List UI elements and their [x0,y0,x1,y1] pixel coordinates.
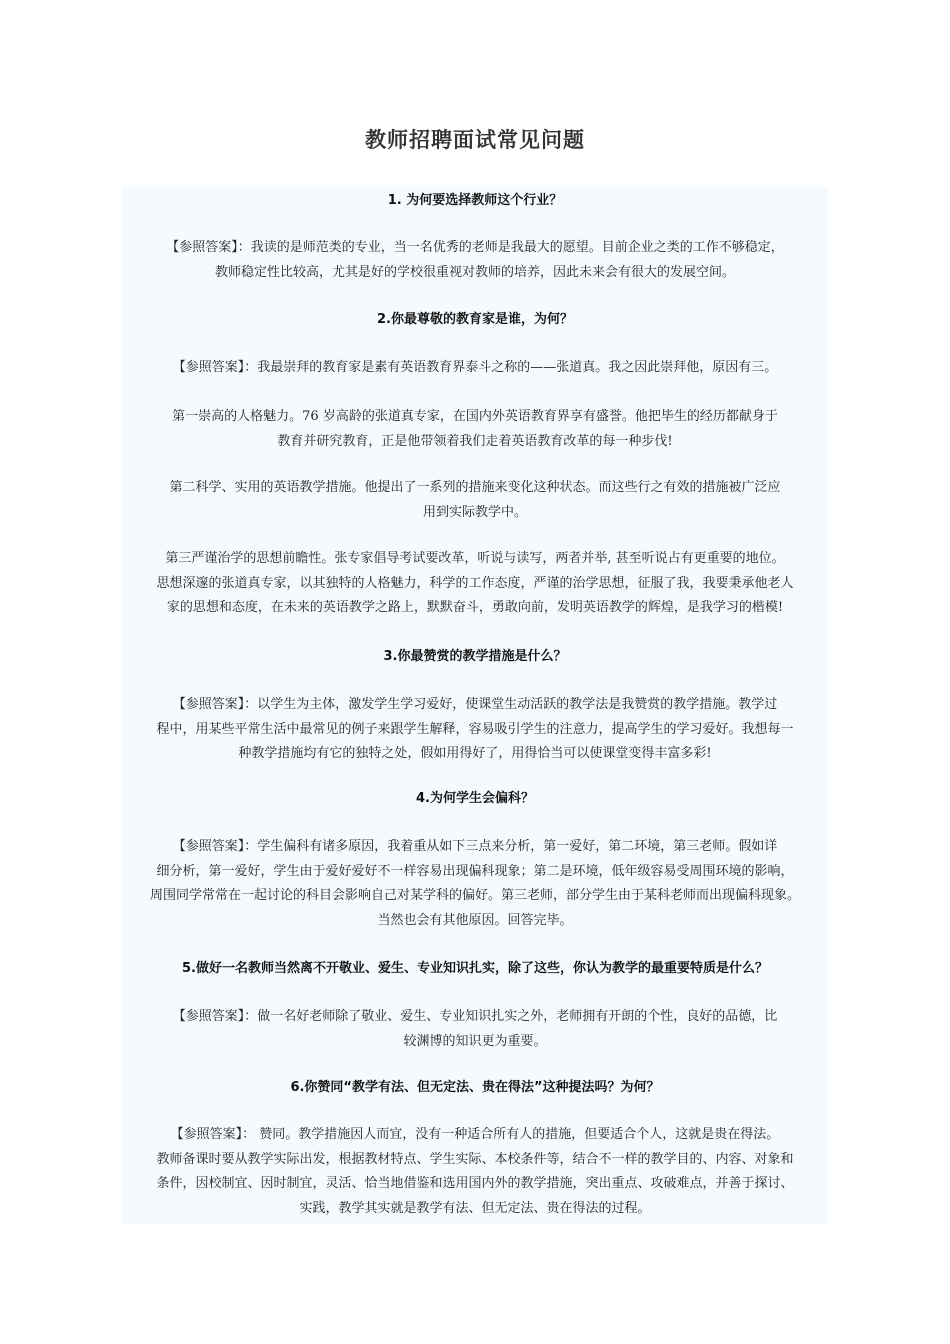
answer-line: 条件，因校制宜、因时制宜，灵活、恰当地借鉴和选用国内外的教学措施，突出重点、攻破难点，并善于探讨、 [156,1176,794,1191]
question-heading: 4.为何学生会偏科？ [416,791,534,806]
qa-content-panel [122,187,828,1224]
answer-paragraph [116,236,834,285]
answer-paragraph [116,693,834,767]
answer-paragraph [116,1123,834,1221]
answer-line: 家的思想和态度，在未来的英语教学之路上，默默奋斗，勇敢向前，发明英语教学的辉煌，是我学习的楷模! [166,600,784,615]
answer-paragraph [116,356,834,381]
answer-line: 第一崇高的人格魅力。76 岁高龄的张道真专家，在国内外英语教育界享有盛誉。他把毕生的经历都献身于 [172,409,778,424]
answer-line: 教师备课时要从教学实际出发，根据教材特点、学生实际、本校条件等，结合不一样的教学目的、内容、对象和 [156,1151,794,1167]
answer-line: 【参照答案】：以学生为主体，激发学生学习爱好，使课堂生动活跃的教学法是我赞赏的教学措施。教学过 [172,697,778,712]
answer-paragraph [116,405,834,454]
answer-line: 程中，用某些平常生活中最常见的例子来跟学生解释，容易吸引学生的注意力，提高学生的学习爱好。我想每一 [156,721,794,737]
answer-line: 【参照答案】：我读的是师范类的专业，当一名优秀的老师是我最大的愿望。目前企业之类的工作不够稳定， [166,240,784,255]
answer-paragraph [116,835,834,933]
answer-line: 【参照答案】：我最崇拜的教育家是素有英语教育界泰斗之称的——张道真。我之因此崇拜他，原因有三。 [172,360,778,375]
answer-line: 思想深邃的张道真专家，以其独特的人格魅力，科学的工作态度，严谨的治学思想，征服了我，我要秉承他老人 [156,575,794,591]
answer-line: 实践，教学其实就是教学有法、但无定法、贵在得法的过程。 [299,1200,651,1216]
answer-line: 【参照答案】：做一名好老师除了敬业、爱生、专业知识扎实之外，老师拥有开朗的个性，良好的品德，比 [172,1009,778,1024]
answer-line: 较渊博的知识更为重要。 [403,1033,547,1049]
answer-line: 第二科学、实用的英语教学措施。他提出了一系列的措施来变化这种状态。而这些行之有效的措施被广泛应 [169,480,781,495]
answer-line: 当然也会有其他原因。回答完毕。 [377,912,573,928]
question-heading: 2.你最尊敬的教育家是谁，为何？ [377,312,573,327]
answer-line: 用到实际教学中。 [422,504,527,520]
answer-line: 教育并研究教育，正是他带领着我们走着英语教育改革的每一种步伐! [277,433,673,449]
answer-line: 教师稳定性比较高，尤其是好的学校很重视对教师的培养，因此未来会有很大的发展空间。 [214,264,735,280]
answer-line: 第三严谨治学的思想前瞻性。张专家倡导考试要改革，听说与读写，两者并举, 甚至听说占有更重要的地位。 [165,551,785,566]
question-heading: 6.你赞同“教学有法、但无定法、贵在得法”这种提法吗？为何？ [290,1080,660,1095]
answer-line: 【参照答案】： 赞同。教学措施因人而宜，没有一种适合所有人的措施，但要适合个人，这就是贵在得法。 [170,1127,780,1142]
document-title: 教师招聘面试常见问题 [365,127,585,152]
answer-paragraph [116,547,834,621]
question-heading: 5.做好一名教师当然离不开敬业、爱生、专业知识扎实，除了这些，你认为教学的最重要特质是什么？ [182,961,768,976]
question-heading: 1. 为何要选择教师这个行业？ [387,193,563,208]
answer-paragraph [116,1005,834,1054]
answer-line: 种教学措施均有它的独特之处，假如用得好了，用得恰当可以使课堂变得丰富多彩! [238,746,712,761]
answer-line: 细分析，第一爱好，学生由于爱好爱好不一样容易出现偏科现象；第二是环境，低年级容易受周围环境的影响， [156,863,794,879]
answer-line: 周围同学常常在一起讨论的科目会影响自己对某学科的偏好。第三老师，部分学生由于某科老师而出现偏科现象。 [149,888,800,903]
answer-line: 【参照答案】：学生偏科有诸多原因，我着重从如下三点来分析，第一爱好，第二环境，第三老师。假如详 [172,839,778,854]
answer-paragraph [116,476,834,525]
question-heading: 3.你最赞赏的教学措施是什么？ [383,649,567,664]
